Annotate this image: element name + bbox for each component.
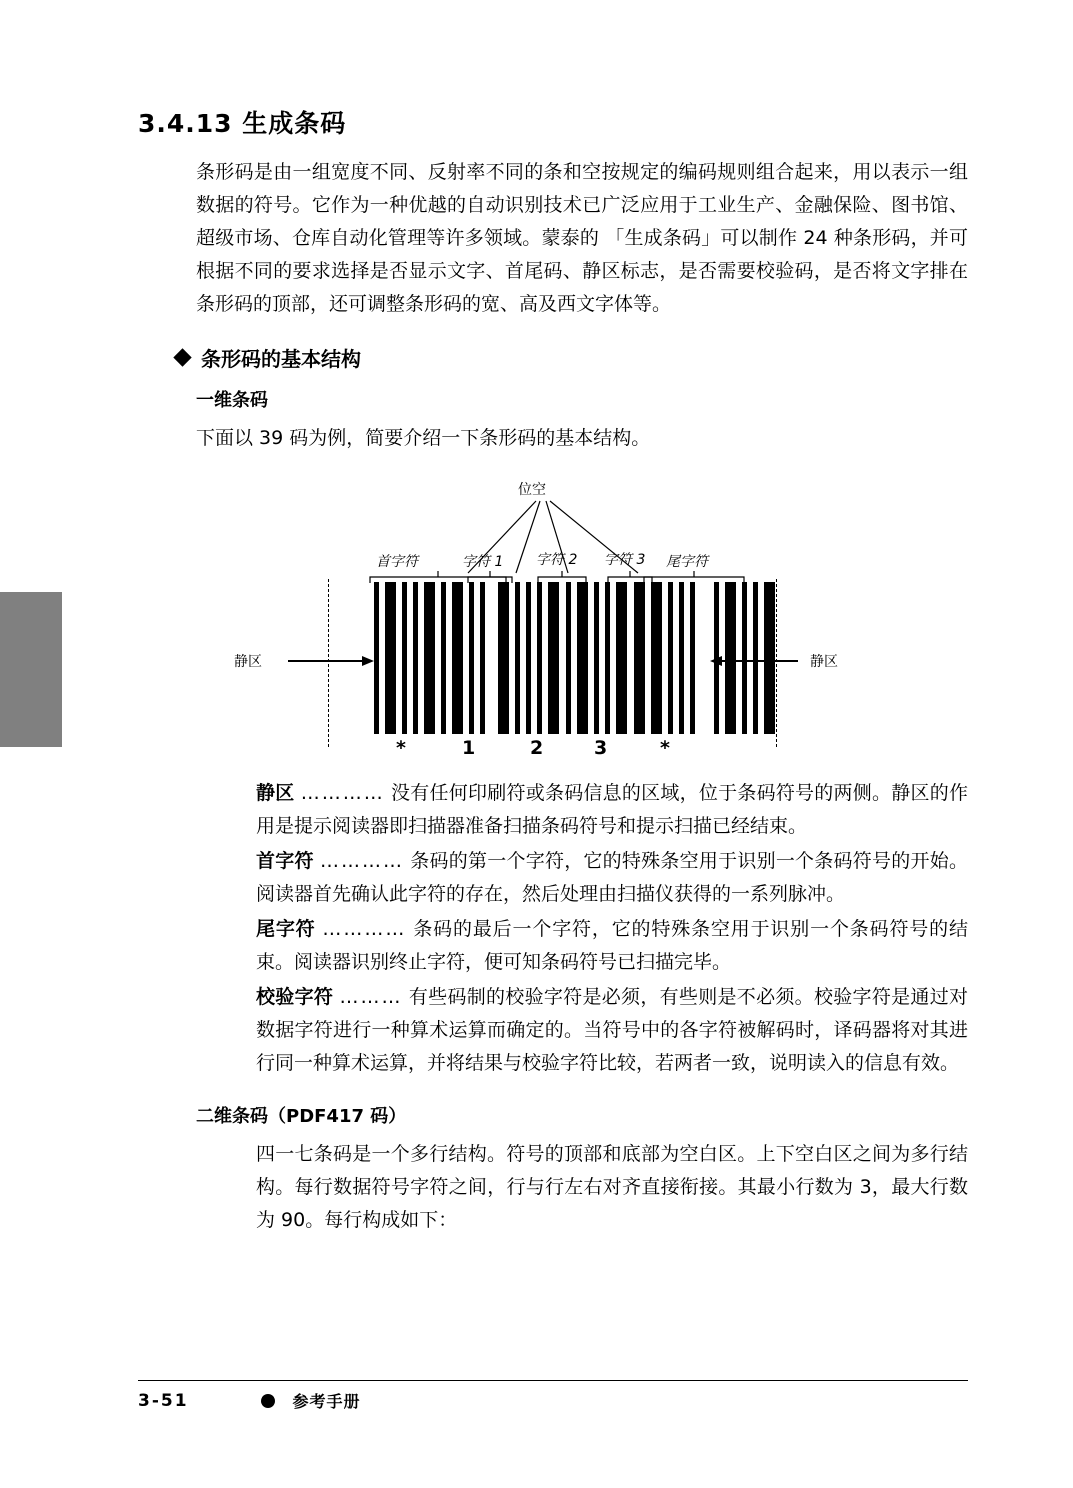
figure-label-bit-space: 位空 bbox=[518, 482, 546, 498]
definition-dots: ………… bbox=[322, 918, 407, 940]
bullet-dot-icon bbox=[261, 1394, 275, 1408]
definition-term: 首字符 bbox=[256, 850, 314, 872]
definition-text: 没有任何印刷符或条码信息的区域，位于条码符号的两侧。静区的作用是提示阅读器即扫描器准备扫描条码符号和提示扫描已经结束。 bbox=[256, 782, 968, 837]
barcode-figure bbox=[138, 469, 968, 769]
section-title-text: 生成条码 bbox=[242, 109, 347, 138]
paragraph-2d: 四一七条码是一个多行结构。符号的顶部和底部为空白区。上下空白区之间为多行结构。每行数据符号字符之间，行与行左右对齐直接衔接。其最小行数为 3，最大行数为 90。每行构成如下： bbox=[256, 1143, 968, 1231]
diamond-bullet-icon bbox=[173, 348, 191, 366]
bullet-heading-text: 条形码的基本结构 bbox=[201, 347, 361, 371]
barcode-digit: * bbox=[660, 737, 670, 759]
section-number: 3.4.13 bbox=[138, 109, 233, 138]
definition-item bbox=[256, 777, 968, 843]
intro-paragraph: 条形码是由一组宽度不同、反射率不同的条和空按规定的编码规则组合起来，用以表示一组数据的符号。它作为一种优越的自动识别技术已广泛应用于工业生产、金融保险、图书馆、超级市场、仓库自动化管理等许多领域。蒙泰的 「生成条码」可以制作 24 种条形码，并可根据不同的要求选择是否显示文字、首尾码、静区标志，是否需要校验码，是否将文字排在条形码的顶部，还可调整条形码的宽、高及西文字体等。 bbox=[196, 161, 968, 315]
barcode-digit: * bbox=[396, 737, 406, 759]
barcode-digit: 1 bbox=[462, 737, 476, 759]
figure-label-end-char: 尾字符 bbox=[666, 554, 708, 570]
definition-item bbox=[256, 981, 968, 1080]
definition-dots: ……… bbox=[339, 986, 403, 1008]
definition-text: 条码的最后一个字符，它的特殊条空用于识别一个条码符号的结束。阅读器识别终止字符，便可知条码符号已扫描完毕。 bbox=[256, 918, 968, 973]
definition-term: 静区 bbox=[256, 782, 295, 804]
definition-term: 校验字符 bbox=[256, 986, 334, 1008]
bullet-heading bbox=[176, 343, 968, 372]
barcode-digit: 2 bbox=[530, 737, 544, 759]
figure-label-quiet-left: 静区 bbox=[234, 654, 262, 670]
subheading-1d: 一维条码 bbox=[196, 390, 268, 411]
page-content bbox=[138, 104, 968, 1239]
figure-label-char3: 字符 3 bbox=[604, 552, 646, 568]
definition-dots: ………… bbox=[300, 782, 385, 804]
definition-text: 条码的第一个字符，它的特殊条空用于识别一个条码符号的开始。阅读器首先确认此字符的存在，然后处理由扫描仪获得的一系列脉冲。 bbox=[256, 850, 968, 905]
figure-label-start-char: 首字符 bbox=[376, 554, 418, 570]
page-footer bbox=[138, 1380, 968, 1412]
footer-divider bbox=[138, 1380, 968, 1381]
margin-thumb-tab bbox=[0, 592, 62, 747]
definition-text: 有些码制的校验字符是必须，有些则是不必须。校验字符是通过对数据字符进行一种算术运算而确定的。当符号中的各字符被解码时，译码器将对其进行同一种算术运算，并将结果与校验字符比较，若两者一致，说明读入的信息有效。 bbox=[256, 986, 968, 1074]
figure-label-char1: 字符 1 bbox=[462, 554, 504, 570]
definition-item bbox=[256, 913, 968, 979]
barcode-digit: 3 bbox=[594, 737, 608, 759]
footer-row bbox=[138, 1389, 968, 1412]
barcode-bars-end bbox=[714, 582, 844, 734]
manual-label: 参考手册 bbox=[292, 1392, 361, 1411]
figure-label-quiet-right: 静区 bbox=[810, 654, 838, 670]
page-number: 3-51 bbox=[138, 1390, 189, 1411]
definition-dots: ………… bbox=[320, 850, 404, 872]
page-title bbox=[138, 104, 968, 140]
barcode-bars bbox=[374, 582, 704, 734]
figure-label-char2: 字符 2 bbox=[536, 552, 578, 568]
lead-1d: 下面以 39 码为例，简要介绍一下条形码的基本结构。 bbox=[196, 427, 651, 449]
quiet-zone-line-left bbox=[328, 579, 329, 747]
definition-term: 尾字符 bbox=[256, 918, 316, 940]
definition-list bbox=[256, 777, 968, 1080]
subheading-2d: 二维条码（PDF417 码） bbox=[196, 1106, 407, 1127]
definition-item bbox=[256, 845, 968, 911]
